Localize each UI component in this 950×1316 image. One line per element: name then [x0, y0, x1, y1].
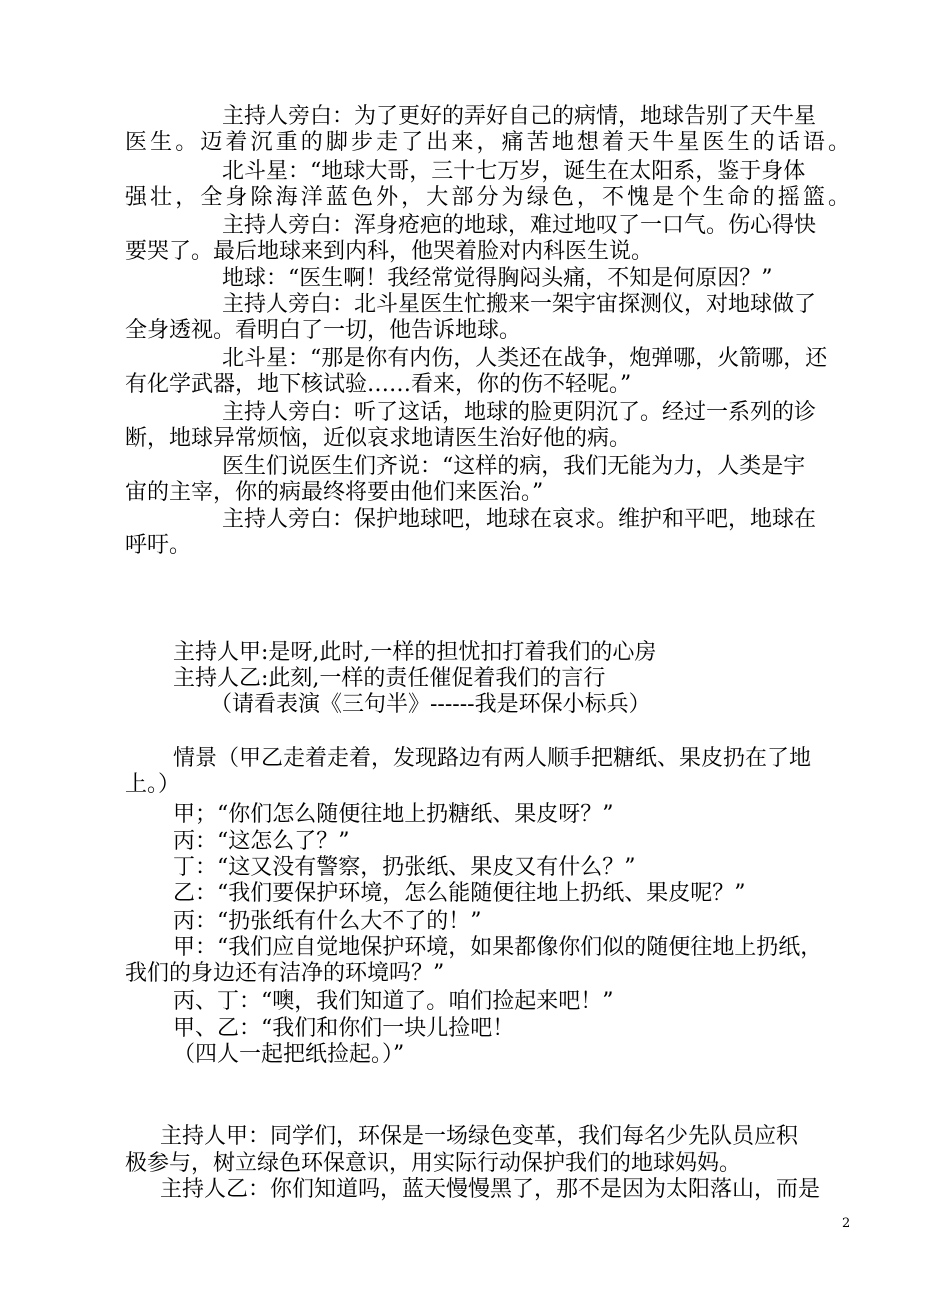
dialogue-line: 丙：“扔张纸有什么大不了的！”	[173, 909, 482, 934]
dialogue-line: 乙：“我们要保护环境，怎么能随便往地上扔纸、果皮呢？”	[173, 881, 746, 906]
scene-line: 上。）	[125, 772, 181, 797]
stage-direction: （四人一起把纸捡起。）”	[173, 1042, 405, 1067]
scene-line: 情景（甲乙走着走着，发现路边有两人顺手把糖纸、果皮扔在了地	[173, 746, 812, 771]
text-line: 全身透视。看明白了一切，他告诉地球。	[125, 318, 522, 343]
text-line: 北斗星：“那是你有内伤，人类还在战争，炮弹哪，火箭哪，还	[222, 346, 828, 371]
dialogue-line: 甲；“你们怎么随便往地上扔糖纸、果皮呀？”	[173, 802, 614, 827]
performance-note: （请看表演《三句半》------我是环保小标兵）	[210, 692, 651, 717]
text-line: 主持人甲：同学们，环保是一场绿色变革，我们每名少先队员应积	[160, 1124, 799, 1149]
host-line: 主持人甲:是呀,此时,一样的担忧扣打着我们的心房	[173, 640, 657, 665]
dialogue-line: 丁：“这又没有警察，扔张纸、果皮又有什么？”	[173, 855, 636, 880]
text-line: 地球：“医生啊！我经常觉得胸闷头痛，不知是何原因？”	[222, 266, 773, 291]
text-line: 主持人乙：你们知道吗，蓝天慢慢黑了，那不是因为太阳落山，而是	[160, 1177, 821, 1202]
text-line: 主持人旁白：北斗星医生忙搬来一架宇宙探测仪，对地球做了	[222, 292, 817, 317]
dialogue-line: 甲：“我们应自觉地保护环境，如果都像你们似的随便往地上扔纸，	[173, 935, 823, 960]
dialogue-line: 甲、乙：“我们和你们一块儿捡吧！	[173, 1016, 515, 1041]
text-line: 断，地球异常烦恼，近似哀求地请医生治好他的病。	[125, 426, 632, 451]
text-line: 北斗星：“地球大哥，三十七万岁，诞生在太阳系，鉴于身体	[222, 159, 806, 184]
text-line: 医生。迈着沉重的脚步走了出来，痛苦地想着天牛星医生的话语。	[125, 130, 850, 155]
dialogue-line: 丙：“这怎么了？”	[173, 829, 350, 854]
text-line: 主持人旁白：为了更好的弄好自己的病情，地球告别了天牛星	[222, 104, 817, 129]
text-line: 主持人旁白：听了这话，地球的脸更阴沉了。经过一系列的诊	[222, 400, 817, 425]
text-line: 要哭了。最后地球来到内科，他哭着脸对内科医生说。	[125, 239, 654, 264]
host-line: 主持人乙:此刻,一样的责任催促着我们的言行	[173, 666, 606, 691]
dialogue-line: 我们的身边还有洁净的环境吗？”	[125, 961, 445, 986]
text-line: 主持人旁白：浑身疮疤的地球，难过地叹了一口气。伤心得快	[222, 213, 817, 238]
dialogue-line: 丙、丁：“噢，我们知道了。咱们捡起来吧！”	[173, 989, 614, 1014]
text-line: 呼吁。	[125, 533, 192, 558]
text-line: 主持人旁白：保护地球吧，地球在哀求。维护和平吧，地球在	[222, 507, 817, 532]
text-line: 有化学武器，地下核试验……看来，你的伤不轻呢。”	[125, 372, 632, 397]
text-line: 宙的主宰，你的病最终将要由他们来医治。”	[125, 480, 544, 505]
text-line: 强壮，全身除海洋蓝色外，大部分为绿色，不愧是个生命的摇篮。	[125, 185, 850, 210]
text-line: 极参与，树立绿色环保意识，用实际行动保护我们的地球妈妈。	[125, 1151, 742, 1176]
page-number: 2	[842, 1216, 851, 1231]
text-line: 医生们说医生们齐说：“这样的病，我们无能为力，人类是宇	[222, 454, 806, 479]
